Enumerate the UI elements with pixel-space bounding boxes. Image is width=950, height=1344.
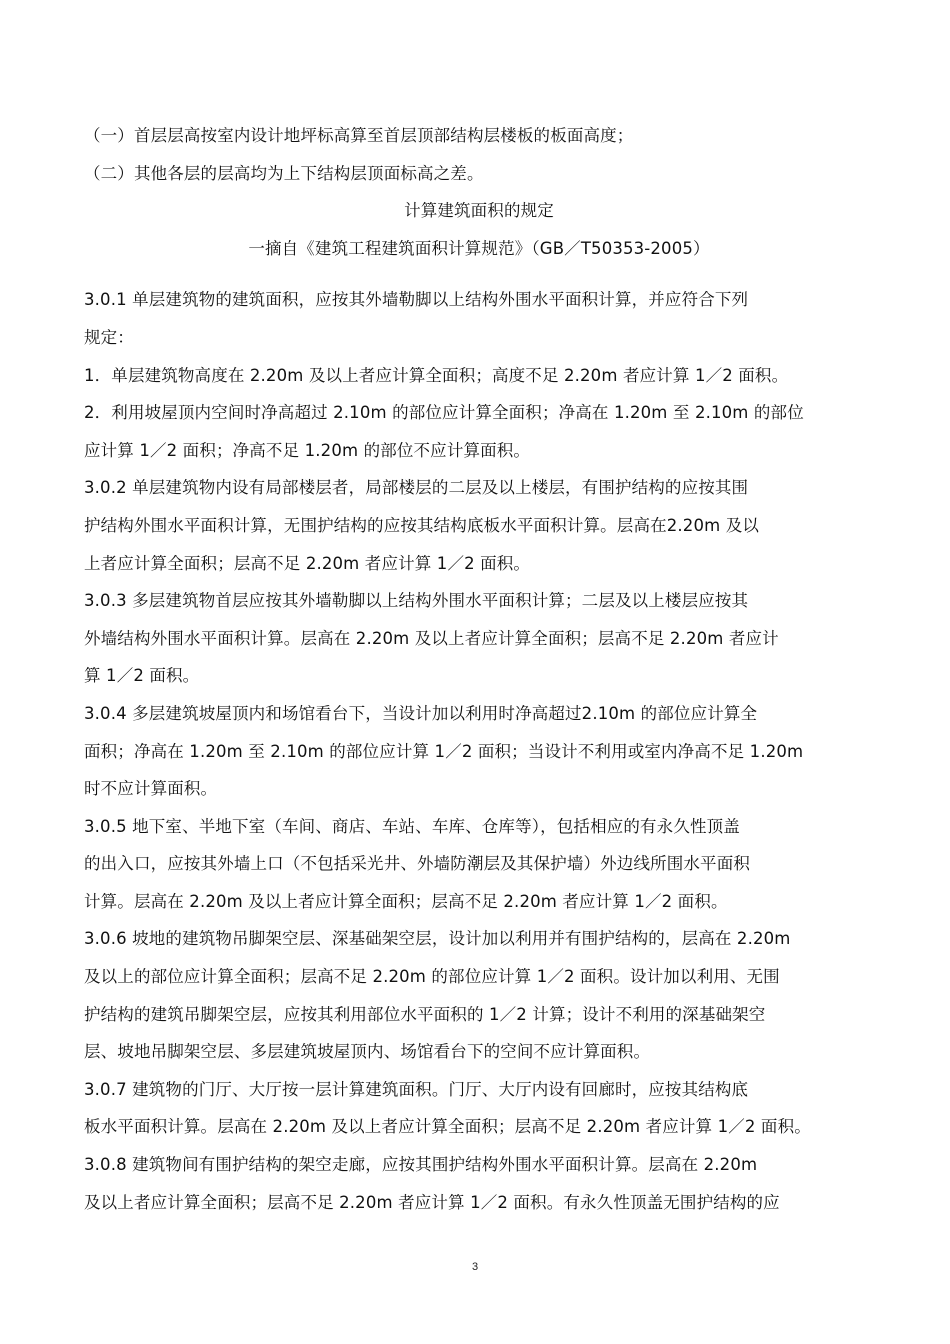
text-line: 3.0.3 多层建筑物首层应按其外墙勒脚以上结构外围水平面积计算；二层及以上楼层应按其: [84, 591, 749, 611]
text-line: 规定：: [84, 327, 134, 347]
section-title: 计算建筑面积的规定: [404, 201, 554, 221]
text-line: 护结构的建筑吊脚架空层，应按其利用部位水平面积的 1／2 计算；设计不利用的深基础架空: [84, 1004, 766, 1024]
text-line: 3.0.8 建筑物间有围护结构的架空走廊，应按其围护结构外围水平面积计算。层高在 2.20m: [84, 1155, 758, 1175]
text-line: 护结构外围水平面积计算，无围护结构的应按其结构底板水平面积计算。层高在2.20m 及以: [84, 515, 760, 535]
text-line: 及以上的部位应计算全面积；层高不足 2.20m 的部位应计算 1／2 面积。设计加以利用、无围: [84, 967, 780, 987]
text-line: 外墙结构外围水平面积计算。层高在 2.20m 及以上者应计算全面积；层高不足 2.20m 者应计: [84, 628, 779, 648]
text-line: 3.0.4 多层建筑坡屋顶内和场馆看台下，当设计加以利用时净高超过2.10m 的部位应计算全: [84, 703, 758, 723]
text-line: 的出入口，应按其外墙上口（不包括采光井、外墙防潮层及其保护墙）外边线所围水平面积: [84, 854, 750, 874]
text-line: 层、坡地吊脚架空层、多层建筑坡屋顶内、场馆看台下的空间不应计算面积。: [84, 1042, 651, 1062]
text-line: 面积；净高在 1.20m 至 2.10m 的部位应计算 1／2 面积；当设计不利用或室内净高不足 1.20m: [84, 741, 804, 761]
text-line: 3.0.5 地下室、半地下室（车间、商店、车站、车库、仓库等），包括相应的有永久性顶盖: [84, 816, 740, 836]
section-subtitle: 一摘自《建筑工程建筑面积计算规范》（GB／T50353-2005）: [248, 238, 710, 258]
text-line: 1．单层建筑物高度在 2.20m 及以上者应计算全面积；高度不足 2.20m 者应计算 1／2 面积。: [84, 365, 789, 385]
text-line: 上者应计算全面积；层高不足 2.20m 者应计算 1／2 面积。: [84, 553, 531, 573]
text-line: 2．利用坡屋顶内空间时净高超过 2.10m 的部位应计算全面积；净高在 1.20m 至 2.10m 的部位: [84, 403, 804, 423]
page-number: 3: [471, 1261, 479, 1273]
text-line: 3.0.6 坡地的建筑物吊脚架空层、深基础架空层，设计加以利用并有围护结构的，层高在 2.20m: [84, 929, 791, 949]
text-line: 3.0.1 单层建筑物的建筑面积，应按其外墙勒脚以上结构外围水平面积计算，并应符合下列: [84, 290, 749, 310]
text-line: 板水平面积计算。层高在 2.20m 及以上者应计算全面积；层高不足 2.20m 者应计算 1／2 面积。: [84, 1117, 811, 1137]
page-body: [84, 117, 874, 1221]
intro-line-2: （二）其他各层的层高均为上下结构层顶面标高之差。: [84, 163, 484, 183]
intro-line-1: （一）首层层高按室内设计地坪标高算至首层顶部结构层楼板的板面高度；: [84, 126, 634, 145]
text-line: 应计算 1／2 面积；净高不足 1.20m 的部位不应计算面积。: [84, 440, 531, 460]
text-line: 3.0.2 单层建筑物内设有局部楼层者，局部楼层的二层及以上楼层，有围护结构的应按其围: [84, 478, 749, 498]
text-line: 及以上者应计算全面积；层高不足 2.20m 者应计算 1／2 面积。有永久性顶盖无围护结构的应: [84, 1192, 780, 1212]
text-line: 3.0.7 建筑物的门厅、大厅按一层计算建筑面积。门厅、大厅内设有回廊时，应按其结构底: [84, 1079, 749, 1099]
text-line: 计算。层高在 2.20m 及以上者应计算全面积；层高不足 2.20m 者应计算 1／2 面积。: [84, 891, 728, 911]
text-line: 时不应计算面积。: [84, 779, 218, 799]
text-line: 算 1／2 面积。: [84, 666, 200, 686]
article-lines: [84, 281, 874, 1221]
